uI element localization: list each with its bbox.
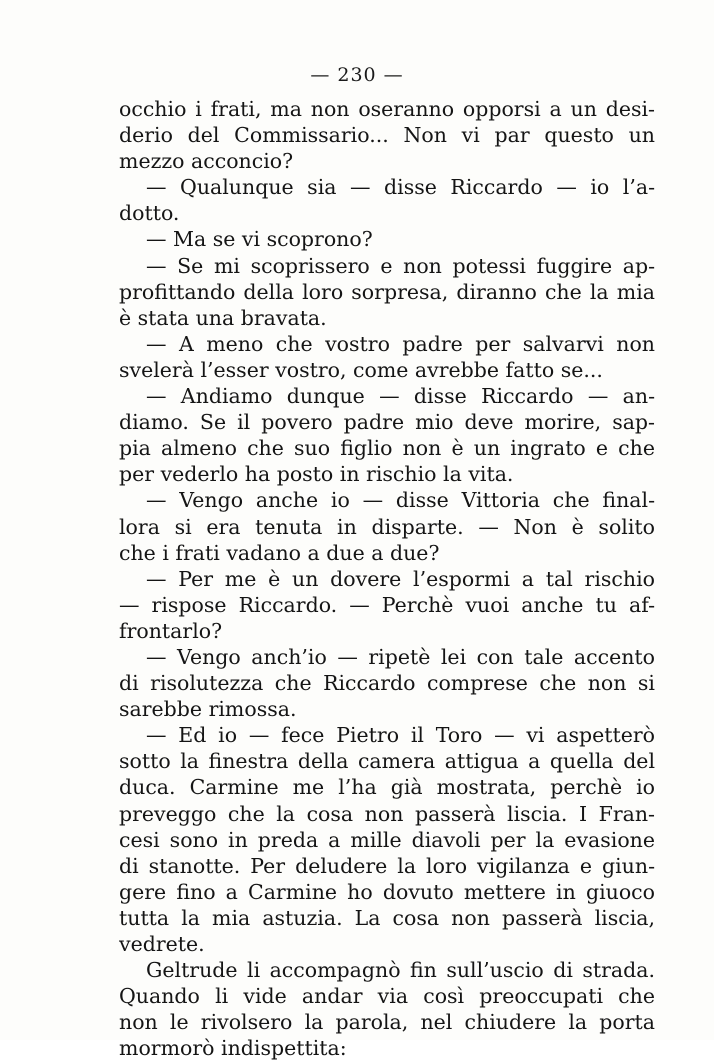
text-line: non le rivolsero la parola, nel chiudere la porta [119, 1010, 655, 1035]
text-line: sotto la finestra della camera attigua a quella del [119, 749, 655, 774]
text-line: svelerà l’esser vostro, come avrebbe fatto se... [119, 357, 603, 382]
text-line: occhio i frati, ma non oseranno opporsi a un desi- [119, 97, 655, 121]
text-line: — Qualunque sia — disse Riccardo — io l’a- [146, 175, 655, 200]
text-line: derio del Commissario... Non vi par questo un [119, 123, 655, 148]
text-line: per vederlo ha posto in rischio la vita. [119, 462, 514, 487]
text-line: sarebbe rimossa. [119, 697, 297, 722]
text-line: frontarlo? [119, 618, 223, 643]
text-line: lora si era tenuta in disparte. — Non è solito [119, 514, 655, 539]
text-line: pia almeno che suo figlio non è un ingrato e che [119, 436, 655, 461]
text-line: mezzo acconcio? [119, 149, 294, 174]
text-line: — Vengo anche io — disse Vittoria che final- [146, 488, 655, 513]
text-line: è stata una bravata. [119, 305, 327, 330]
text-line: — Se mi scoprissero e non potessi fuggire ap- [146, 253, 655, 278]
text-line: cesi sono in preda a mille diavoli per la evasione [119, 827, 655, 852]
text-line: — rispose Riccardo. — Perchè vuoi anche tu af- [119, 592, 655, 617]
text-line: di stanotte. Per deludere la loro vigilanza e giun- [119, 853, 655, 878]
text-line: — Ed io — fece Pietro il Toro — vi aspetterò [146, 723, 655, 748]
text-line: Geltrude li accompagnò fin sull’uscio di strada. [146, 958, 655, 983]
text-line: preveggo che la cosa non passerà liscia. I Fran- [119, 801, 655, 826]
text-line: — Vengo anch’io — ripetè lei con tale accento [146, 644, 655, 669]
text-line: — Ma se vi scoprono? [146, 227, 373, 252]
text-line: — Andiamo dunque — disse Riccardo — an- [146, 384, 655, 409]
text-line: — Per me è un dovere l’espormi a tal rischio [146, 566, 655, 591]
text-line: mormorò indispettita: [119, 1036, 347, 1061]
text-line: diamo. Se il povero padre mio deve morire, sap- [119, 410, 655, 435]
text-line: Quando li vide andar via così preoccupati che [119, 984, 655, 1009]
text-line: — A meno che vostro padre per salvarvi non [146, 331, 655, 356]
text-line: gere fino a Carmine ho dovuto mettere in giuoco [119, 879, 655, 904]
text-line: che i frati vadano a due a due? [119, 540, 440, 565]
body-text [119, 96, 655, 1061]
text-line: profittando della loro sorpresa, diranno che la mia [119, 279, 655, 304]
page-number: — 230 — [310, 64, 404, 86]
text-line: di risolutezza che Riccardo comprese che non si [119, 671, 655, 696]
text-line: tutta la mia astuzia. La cosa non passerà liscia, [119, 905, 655, 930]
text-line: dotto. [119, 201, 180, 226]
text-line: vedrete. [119, 932, 205, 956]
text-line: duca. Carmine me l’ha già mostrata, perchè io [119, 775, 655, 800]
